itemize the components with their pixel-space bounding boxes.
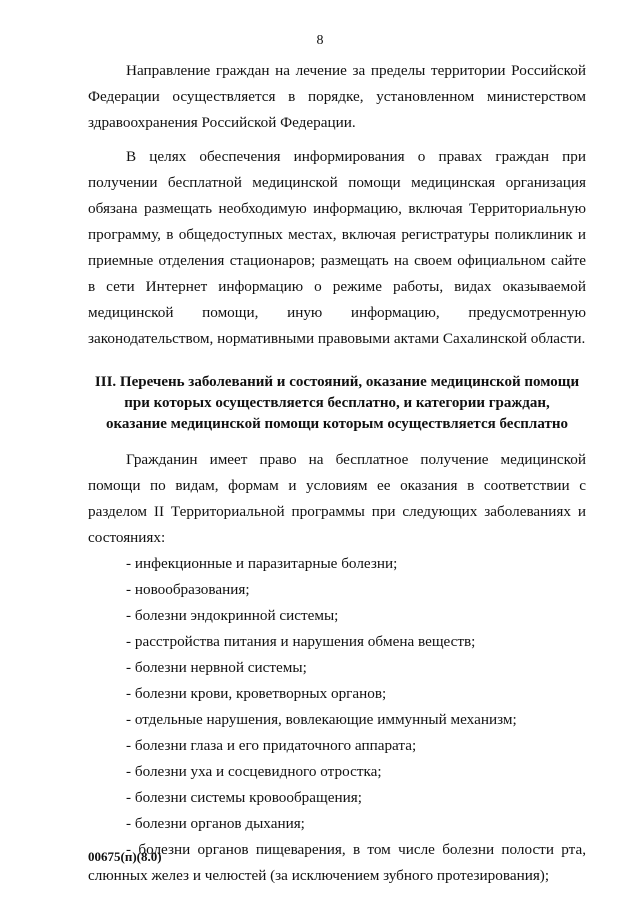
list-item: - болезни нервной системы; bbox=[126, 659, 307, 676]
list-item: - новообразования; bbox=[126, 581, 250, 598]
document-body bbox=[88, 58, 586, 889]
conditions-list bbox=[88, 551, 586, 889]
list-item: - болезни органов пищеварения, в том числе болезни полости рта, слюнных желез и челюстей (за исключением зубного протезирования); bbox=[88, 841, 586, 884]
spacer bbox=[88, 136, 586, 144]
list-item: - болезни глаза и его придаточного аппарата; bbox=[126, 737, 417, 754]
document-code: 00675(п)(8.0) bbox=[88, 849, 162, 864]
list-item: - расстройства питания и нарушения обмена веществ; bbox=[126, 633, 476, 650]
list-item: - болезни органов дыхания; bbox=[126, 815, 305, 832]
list-item: - отдельные нарушения, вовлекающие иммунный механизм; bbox=[126, 711, 517, 728]
list-item: - болезни уха и сосцевидного отростка; bbox=[126, 763, 382, 780]
paragraph-information-duty: В целях обеспечения информирования о правах граждан при получении бесплатной медицинской помощи медицинская организация обязана размещать необходимую информацию, включая Территориальную программу, в общедоступных местах, включая регистратуры поликлиник и приемные отделения стационаров; размещать на своем официальном сайте в сети Интернет информацию о режиме работы, видах оказываемой медицинской помощи, иную информацию, предусмотренную законодательством, нормативными правовыми актами Сахалинской области. bbox=[88, 148, 586, 347]
paragraph-free-care-right: Гражданин имеет право на бесплатное получение медицинской помощи по видам, формам и условиям ее оказания в соответствии с разделом II Территориальной программы при следующих заболеваниях и состояниях: bbox=[88, 451, 586, 546]
list-item: - болезни крови, кроветворных органов; bbox=[126, 685, 387, 702]
section-heading-line-2: при которых осуществляется бесплатно, и категории граждан, bbox=[124, 395, 550, 411]
page-number: 8 bbox=[316, 33, 324, 48]
list-item: - инфекционные и паразитарные болезни; bbox=[126, 555, 398, 572]
list-item: - болезни эндокринной системы; bbox=[126, 607, 339, 624]
paragraph-treatment-abroad: Направление граждан на лечение за пределы территории Российской Федерации осуществляется в порядке, установленном министерством здравоохранения Российской Федерации. bbox=[88, 62, 586, 131]
section-heading bbox=[88, 372, 586, 435]
list-item: - болезни системы кровообращения; bbox=[126, 789, 362, 806]
spacer bbox=[88, 435, 586, 447]
section-heading-line-3: оказание медицинской помощи которым осуществляется бесплатно bbox=[106, 416, 568, 432]
spacer bbox=[88, 352, 586, 372]
section-heading-line-1: III. Перечень заболеваний и состояний, оказание медицинской помощи bbox=[94, 374, 580, 390]
